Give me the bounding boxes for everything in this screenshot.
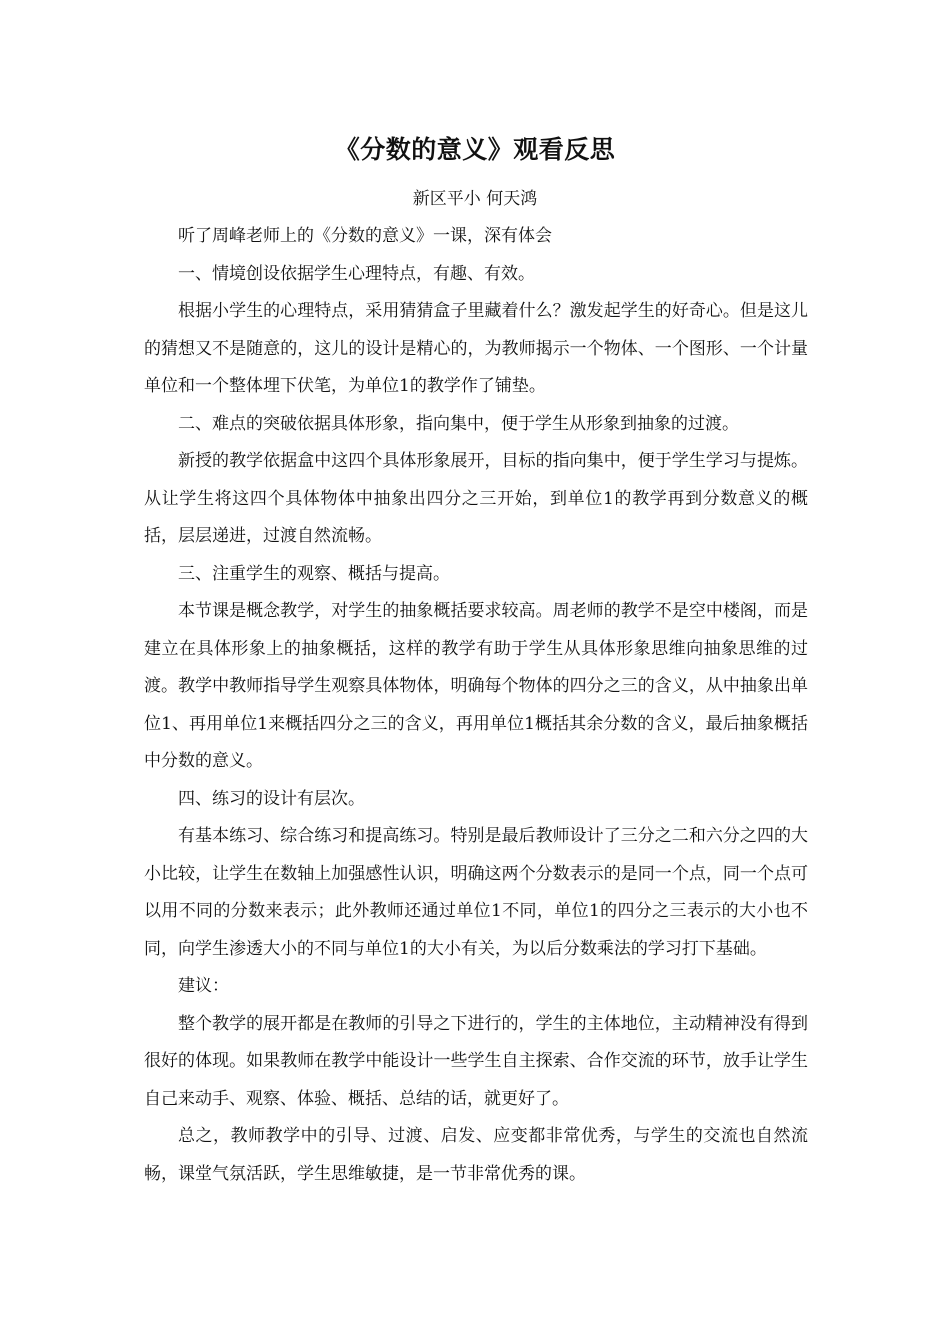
- section-heading-1: 一、情境创设依据学生心理特点，有趣、有效。: [178, 263, 535, 284]
- intro-paragraph: 听了周峰老师上的《分数的意义》一课，深有体会: [178, 226, 552, 246]
- paragraph: 有基本练习、综合练习和提高练习。特别是最后教师设计了三分之二和六分之四的大小比较，让学生在数轴上加强感性认识，明确这两个分数表示的是同一个点，同一个点可以用不同的分数来表示；此外教师还通过单位1不同，单位1的四分之三表示的大小也不同，向学生渗透大小的不同与单位1的大小有关，为以后分数乘法的学习打下基础。: [144, 826, 808, 959]
- paragraph: 根据小学生的心理特点，采用猜猜盒子里藏着什么？激发起学生的好奇心。但是这儿的猜想又不是随意的，这儿的设计是精心的，为教师揭示一个物体、一个图形、一个计量单位和一个整体埋下伏笔，为单位1的教学作了铺垫。: [144, 301, 808, 396]
- document-title: 《分数的意义》观看反思: [334, 135, 616, 164]
- document-body: [144, 218, 808, 1193]
- section-heading-4: 四、练习的设计有层次。: [178, 788, 365, 809]
- suggestion-heading: 建议：: [178, 976, 229, 996]
- conclusion-paragraph: 总之，教师教学中的引导、过渡、启发、应变都非常优秀，与学生的交流也自然流畅，课堂气氛活跃，学生思维敏捷，是一节非常优秀的课。: [144, 1126, 808, 1184]
- author-line: 新区平小 何天鸿: [412, 189, 538, 209]
- paragraph: 新授的教学依据盒中这四个具体形象展开，目标的指向集中，便于学生学习与提炼。从让学生将这四个具体物体中抽象出四分之三开始，到单位1的教学再到分数意义的概括，层层递进，过渡自然流畅。: [144, 451, 808, 546]
- paragraph: 本节课是概念教学，对学生的抽象概括要求较高。周老师的教学不是空中楼阁，而是建立在具体形象上的抽象概括，这样的教学有助于学生从具体形象思维向抽象思维的过渡。教学中教师指导学生观察具体物体，明确每个物体的四分之三的含义，从中抽象出单位1、再用单位1来概括四分之三的含义，再用单位1概括其余分数的含义，最后抽象概括中分数的意义。: [144, 601, 808, 771]
- paragraph: 整个教学的展开都是在教师的引导之下进行的，学生的主体地位，主动精神没有得到很好的体现。如果教师在教学中能设计一些学生自主探索、合作交流的环节，放手让学生自己来动手、观察、体验、概括、总结的话，就更好了。: [144, 1013, 808, 1109]
- section-heading-3: 三、注重学生的观察、概括与提高。: [178, 563, 450, 584]
- section-heading-2: 二、难点的突破依据具体形象，指向集中，便于学生从形象到抽象的过渡。: [178, 413, 739, 434]
